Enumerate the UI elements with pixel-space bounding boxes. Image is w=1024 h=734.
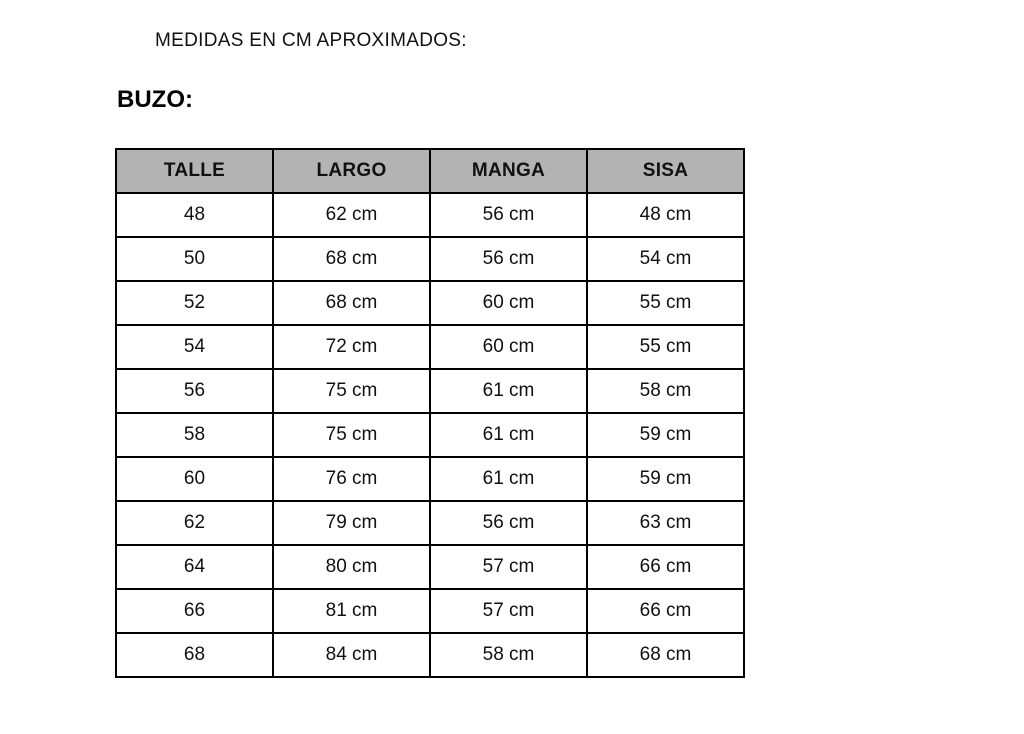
size-chart-body	[116, 193, 744, 677]
garment-title: BUZO:	[117, 86, 193, 113]
cell-manga-52: 60 cm	[430, 281, 587, 325]
cell-largo-58: 75 cm	[273, 413, 430, 457]
cell-sisa-50: 54 cm	[587, 237, 744, 281]
column-header-largo: LARGO	[273, 149, 430, 193]
column-header-manga: MANGA	[430, 149, 587, 193]
header-row	[116, 149, 744, 193]
cell-sisa-64: 66 cm	[587, 545, 744, 589]
cell-largo-68: 84 cm	[273, 633, 430, 677]
cell-sisa-68: 68 cm	[587, 633, 744, 677]
cell-talle-54: 54	[116, 325, 273, 369]
table-row-size-68	[116, 633, 744, 677]
cell-manga-54: 60 cm	[430, 325, 587, 369]
cell-sisa-66: 66 cm	[587, 589, 744, 633]
cell-talle-58: 58	[116, 413, 273, 457]
cell-talle-52: 52	[116, 281, 273, 325]
measurements-heading: MEDIDAS EN CM APROXIMADOS:	[155, 30, 467, 51]
cell-manga-64: 57 cm	[430, 545, 587, 589]
cell-manga-48: 56 cm	[430, 193, 587, 237]
cell-largo-54: 72 cm	[273, 325, 430, 369]
table-row-size-62	[116, 501, 744, 545]
cell-largo-66: 81 cm	[273, 589, 430, 633]
cell-largo-62: 79 cm	[273, 501, 430, 545]
cell-talle-60: 60	[116, 457, 273, 501]
cell-sisa-56: 58 cm	[587, 369, 744, 413]
table-row-size-64	[116, 545, 744, 589]
cell-talle-68: 68	[116, 633, 273, 677]
cell-sisa-48: 48 cm	[587, 193, 744, 237]
table-row-size-50	[116, 237, 744, 281]
cell-largo-52: 68 cm	[273, 281, 430, 325]
cell-sisa-60: 59 cm	[587, 457, 744, 501]
cell-largo-50: 68 cm	[273, 237, 430, 281]
table-row-size-58	[116, 413, 744, 457]
table-row-size-60	[116, 457, 744, 501]
cell-largo-64: 80 cm	[273, 545, 430, 589]
cell-manga-50: 56 cm	[430, 237, 587, 281]
cell-talle-64: 64	[116, 545, 273, 589]
cell-manga-62: 56 cm	[430, 501, 587, 545]
table-row-size-52	[116, 281, 744, 325]
size-chart-header	[116, 149, 744, 193]
cell-talle-48: 48	[116, 193, 273, 237]
column-header-sisa: SISA	[587, 149, 744, 193]
cell-talle-62: 62	[116, 501, 273, 545]
cell-talle-50: 50	[116, 237, 273, 281]
size-chart-table	[115, 148, 745, 678]
cell-manga-60: 61 cm	[430, 457, 587, 501]
cell-sisa-62: 63 cm	[587, 501, 744, 545]
cell-manga-58: 61 cm	[430, 413, 587, 457]
cell-sisa-58: 59 cm	[587, 413, 744, 457]
column-header-talle: TALLE	[116, 149, 273, 193]
table-row-size-48	[116, 193, 744, 237]
cell-largo-56: 75 cm	[273, 369, 430, 413]
cell-sisa-54: 55 cm	[587, 325, 744, 369]
cell-manga-68: 58 cm	[430, 633, 587, 677]
cell-manga-56: 61 cm	[430, 369, 587, 413]
cell-sisa-52: 55 cm	[587, 281, 744, 325]
table-row-size-56	[116, 369, 744, 413]
cell-manga-66: 57 cm	[430, 589, 587, 633]
cell-talle-56: 56	[116, 369, 273, 413]
table-row-size-54	[116, 325, 744, 369]
cell-largo-48: 62 cm	[273, 193, 430, 237]
cell-largo-60: 76 cm	[273, 457, 430, 501]
cell-talle-66: 66	[116, 589, 273, 633]
table-row-size-66	[116, 589, 744, 633]
